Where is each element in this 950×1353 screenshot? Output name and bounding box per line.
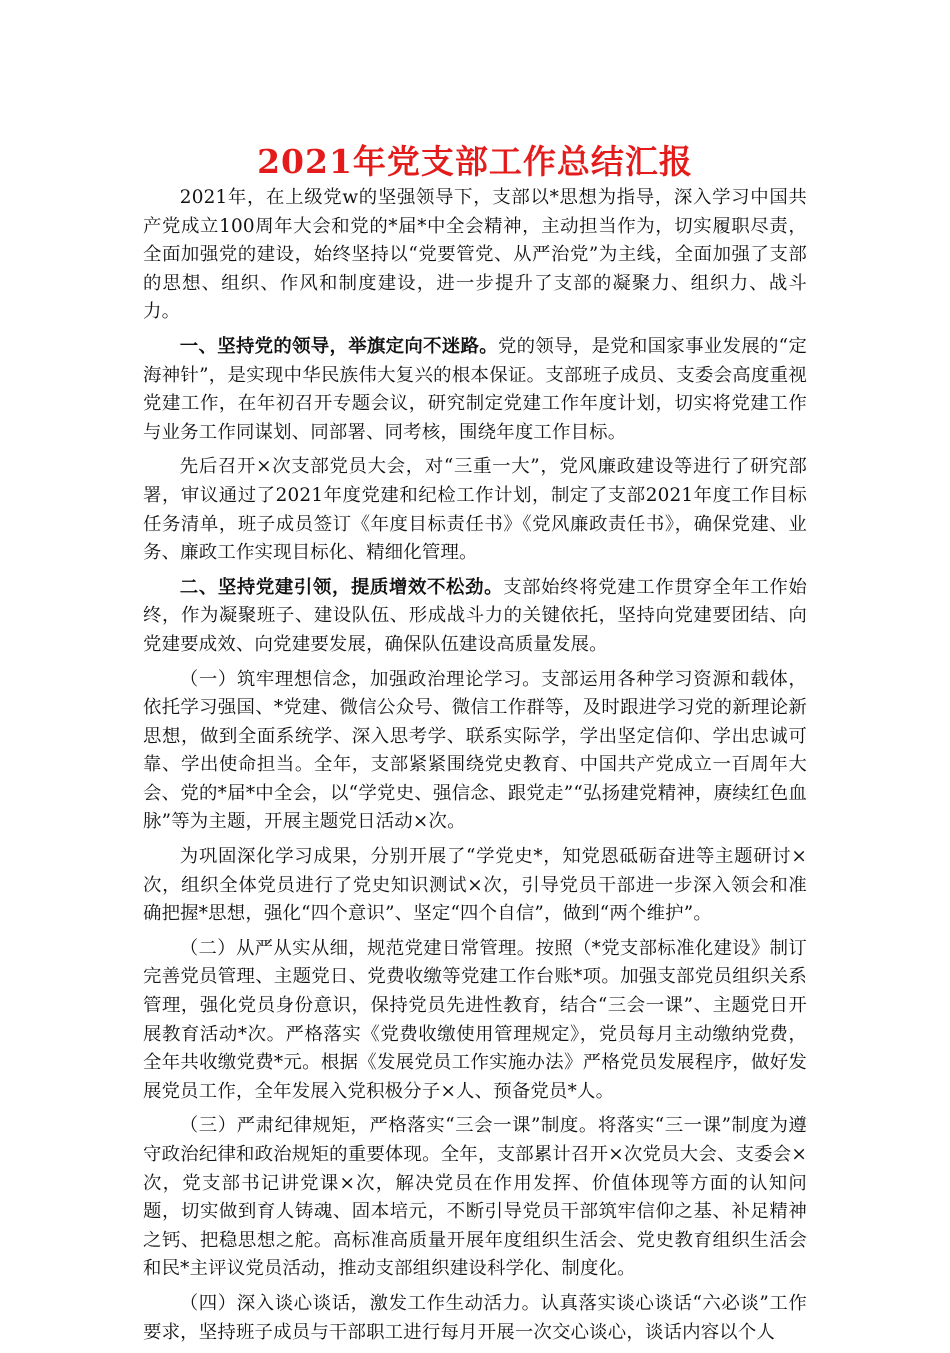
paragraph-text: 先后召开×次支部党员大会，对“三重一大”，党风廉政建设等进行了研究部署，审议通过了2021年度党建和纪检工作计划，制定了支部2021年度工作目标任务清单，班子成员签订《年度目标责任书》《党风廉政责任书》，确保党建、业务、廉政工作实现目标化、精细化管理。 (143, 456, 807, 564)
paragraph-text: 支部始终将党建工作贯穿全年工作始终，作为凝聚班子、建设队伍、形成战斗力的关键依托，坚持向党建要团结、向党建要成效、向党建要发展，确保队伍建设高质量发展。 (143, 576, 807, 655)
paragraph-meetings (143, 453, 807, 567)
paragraph-text: 为巩固深化学习成果，分别开展了“学党史*，知党恩砥砺奋进等主题研讨×次，组织全体党员进行了党史知识测试×次，引导党员干部进一步深入领会和准确把握*思想，强化“四个意识”、坚定“四个自信”，做到“两个维护”。 (143, 846, 807, 925)
paragraph-text: （二）从严从实从细，规范党建日常管理。按照（*党支部标准化建设》制订完善党员管理、主题党日、党费收缴等党建工作台账*项。加强支部党员组织关系管理，强化党员身份意识，保持党员先进性教育，结合“三会一课”、主题党日开展教育活动*次。严格落实《党费收缴使用管理规定》，党员每月主动缴纳党费，全年共收缴党费*元。根据《发展党员工作实施办法》严格党员发展程序，做好发展党员工作，全年发展入党积极分子×人、预备党员*人。 (143, 937, 807, 1102)
paragraph-text: （三）严肃纪律规矩，严格落实“三会一课”制度。将落实“三一课”制度为遵守政治纪律和政治规矩的重要体现。全年，支部累计召开×次党员大会、支委会×次，党支部书记讲党课×次，解决党员在作用发挥、价值体现等方面的认知问题，切实做到育人铸魂、固本培元，不断引导党员干部筑牢信仰之基、补足精神之钙、把稳思想之舵。高标准高质量开展年度组织生活会、党史教育组织生活会和民*主评议党员活动，推动支部组织建设科学化、制度化。 (143, 1115, 807, 1280)
paragraph-subsection-3 (143, 1112, 807, 1284)
document-body (143, 184, 807, 1353)
paragraph-subsection-1 (143, 666, 807, 838)
paragraph-intro (143, 184, 807, 327)
paragraph-subsection-2 (143, 935, 807, 1107)
document-title: 2021年党支部工作总结汇报 (257, 142, 693, 181)
paragraph-study-results (143, 843, 807, 929)
paragraph-section-1 (143, 333, 807, 447)
section-heading: 一、坚持党的领导，举旗定向不迷路。 (179, 335, 498, 357)
section-heading: 二、坚持党建引领，提质增效不松劲。 (179, 576, 504, 598)
paragraph-subsection-4 (143, 1290, 807, 1347)
paragraph-text: （四）深入谈心谈话，激发工作生动活力。认真落实谈心谈话“六必谈”工作要求，坚持班子成员与干部职工进行每月开展一次交心谈心，谈话内容以个人 (143, 1292, 807, 1343)
paragraph-text: （一）筑牢理想信念，加强政治理论学习。支部运用各种学习资源和载体，依托学习强国、*党建、微信公众号、微信工作群等，及时跟进学习党的新理论新思想，做到全面系统学、深入思考学、联系实际学，学出坚定信仰、学出忠诚可靠、学出使命担当。全年，支部紧紧围绕党史教育、中国共产党成立一百周年大会、党的*届*中全会，以“学党史、强信念、跟党走”“弘扬建党精神，赓续红色血脉”等为主题，开展主题党日活动×次。 (143, 668, 807, 833)
paragraph-section-2 (143, 574, 807, 660)
paragraph-text: 2021年，在上级党w的坚强领导下，支部以*思想为指导，深入学习中国共产党成立100周年大会和党的*届*中全会精神，主动担当作为，切实履职尽责，全面加强党的建设，始终坚持以“党要管党、从严治党”为主线，全面加强了支部的思想、组织、作风和制度建设，进一步提升了支部的凝聚力、组织力、战斗力。 (143, 187, 807, 323)
paragraph-text: 党的领导，是党和国家事业发展的“定海神针”，是实现中华民族伟大复兴的根本保证。支部班子成员、支委会高度重视党建工作，在年初召开专题会议，研究制定党建工作年度计划，切实将党建工作与业务工作同谋划、同部署、同考核，围绕年度工作目标。 (143, 335, 807, 443)
